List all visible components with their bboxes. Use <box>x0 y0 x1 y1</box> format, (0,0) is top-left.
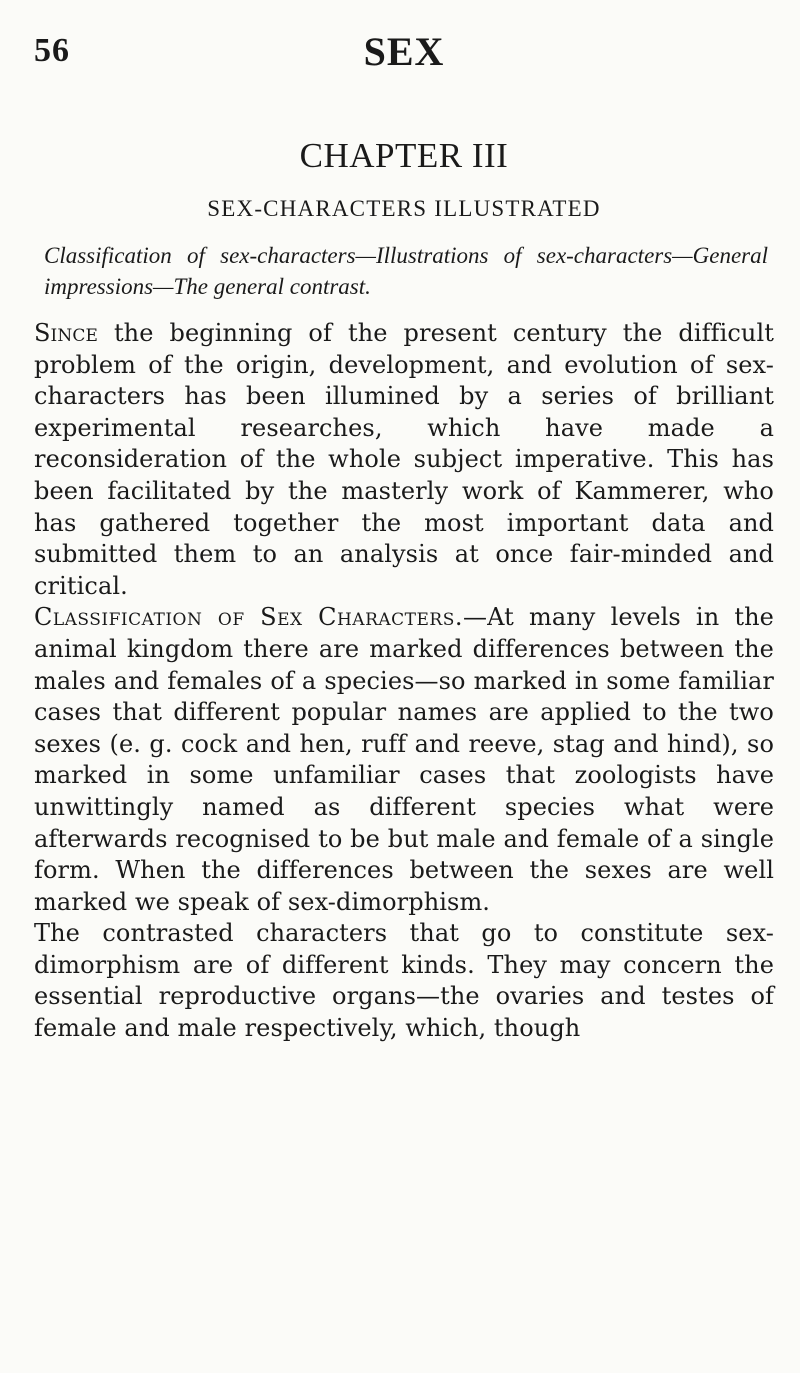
section-heading: Classification of Sex Characters. <box>34 603 463 632</box>
paragraph-2 <box>34 602 774 918</box>
paragraph-1 <box>34 318 774 602</box>
chapter-synopsis: Classification of sex-characters—Illustrations of sex-characters—General impressions—The general contrast. <box>44 243 768 299</box>
body-text <box>34 318 774 1045</box>
running-title: SEX <box>363 29 445 74</box>
paragraph-1-lead-word: Since <box>34 319 98 347</box>
chapter-title: SEX-CHARACTERS ILLUSTRATED <box>207 196 601 221</box>
page-number: 56 <box>34 32 70 69</box>
paragraph-3 <box>34 918 774 1044</box>
paragraph-2-text: —At many levels in the animal kingdom there are marked differences between the males and females of a species—so marked in some familiar cases that different popular names are applied to the two sexes (e. g. cock and hen, ruff and reeve, stag and hind), so marked in some unfamiliar cases that zoologists have unwittingly named as different species what were afterwards recognised to be but male and female of a single form. When the differences between the sexes are well marked we speak of sex-dimorphism. <box>34 603 774 916</box>
chapter-number: CHAPTER III <box>299 136 509 175</box>
running-head <box>34 22 774 74</box>
book-page <box>34 22 774 1045</box>
paragraph-1-text: the beginning of the present century the difficult problem of the origin, development, and evolution of sex-characters has been illumined by a series of brilliant experimental researches, which have made a reconsideration of the whole subject imperative. This has been facilitated by the masterly work of Kammerer, who has gathered together the most important data and submitted them to an analysis at once fair-minded and critical. <box>34 319 774 600</box>
paragraph-3-text: The contrasted characters that go to constitute sex-dimorphism are of different kinds. They may concern the essential reproductive organs—the ovaries and testes of female and male respectively, which, though <box>34 919 774 1043</box>
